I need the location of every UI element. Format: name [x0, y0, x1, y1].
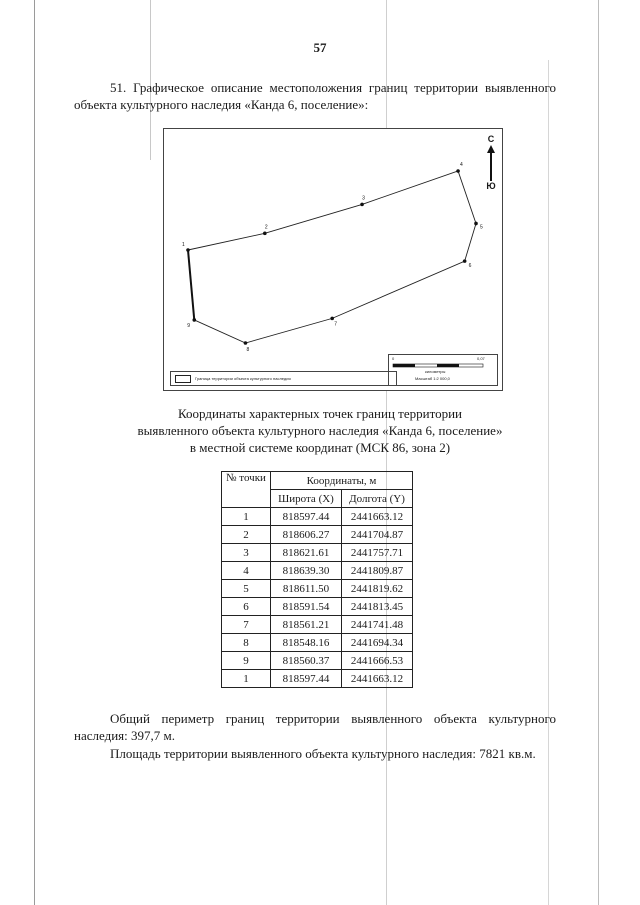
- boundary-point-label: 3: [362, 195, 365, 202]
- boundary-point-marker: [360, 203, 364, 207]
- boundary-point-label: 6: [468, 263, 472, 270]
- longitude-cell: 2441813.45: [342, 598, 413, 616]
- latitude-cell: 818548.16: [271, 634, 342, 652]
- latitude-cell: 818591.54: [271, 598, 342, 616]
- longitude-cell: 2441663.12: [342, 508, 413, 526]
- point-number-cell: 7: [222, 616, 271, 634]
- boundary-point-marker: [456, 169, 460, 173]
- boundary-point-marker: [463, 259, 467, 263]
- boundary-point-marker: [192, 318, 196, 322]
- scale-end: 0,07: [477, 356, 485, 361]
- scale-start: 0: [392, 356, 395, 361]
- caption-line-3: в местной системе координат (МСК 86, зона 2): [189, 440, 451, 455]
- boundary-point-label: 4: [460, 162, 463, 168]
- latitude-cell: 818611.50: [271, 580, 342, 598]
- longitude-cell: 2441819.62: [342, 580, 413, 598]
- latitude-cell: 818560.37: [271, 652, 342, 670]
- map-scale: [388, 354, 498, 386]
- latitude-cell: 818561.21: [271, 616, 342, 634]
- boundary-point-marker: [263, 232, 267, 236]
- legend-swatch: [175, 375, 191, 383]
- section-heading: [74, 79, 556, 113]
- latitude-cell: 818597.44: [271, 508, 342, 526]
- point-number-cell: 9: [222, 652, 271, 670]
- latitude-cell: 818606.27: [271, 526, 342, 544]
- table-row: [222, 616, 413, 634]
- coordinates-table: [221, 471, 413, 688]
- boundary-point-label: 5: [480, 224, 483, 231]
- caption-line-1: Координаты характерных точек границ территории: [178, 406, 462, 421]
- legend-text: Граница территории объекта культурного наследия: [195, 376, 291, 381]
- compass-south-label: Ю: [486, 181, 496, 191]
- table-row: [222, 508, 413, 526]
- scale-ratio: Масштаб 1:2 000,0: [415, 376, 450, 381]
- table-row: [222, 670, 413, 688]
- boundary-polygon-svg: [164, 129, 502, 390]
- boundary-point-marker: [474, 222, 478, 226]
- point-number-cell: 8: [222, 634, 271, 652]
- point-number-cell: 5: [222, 580, 271, 598]
- longitude-cell: 2441757.71: [342, 544, 413, 562]
- table-row: [222, 580, 413, 598]
- boundary-point-label: 2: [264, 224, 268, 231]
- point-number-cell: 4: [222, 562, 271, 580]
- boundary-point-marker: [330, 317, 334, 321]
- area-paragraph: Площадь территории выявленного объекта культурного наследия: 7821 кв.м.: [110, 746, 536, 761]
- caption-line-2: выявленного объекта культурного наследия «Канда 6, поселение»: [137, 423, 503, 438]
- table-row: [222, 544, 413, 562]
- latitude-cell: 818597.44: [271, 670, 342, 688]
- boundary-point-label: 1: [182, 241, 185, 248]
- compass-arrow-icon: [486, 145, 496, 183]
- point-number-cell: 1: [222, 670, 271, 688]
- longitude-cell: 2441741.48: [342, 616, 413, 634]
- perimeter-paragraph: Общий периметр границ территории выявленного объекта культурного наследия: 397,7 м.: [74, 711, 556, 743]
- longitude-cell: 2441809.87: [342, 562, 413, 580]
- boundary-map: [163, 128, 503, 391]
- scale-units: километры: [425, 369, 446, 374]
- point-number-cell: 6: [222, 598, 271, 616]
- boundary-point-label: 8: [246, 347, 250, 353]
- compass-north-label: С: [487, 134, 495, 144]
- header-point-number: № точки: [222, 472, 271, 508]
- longitude-cell: 2441704.87: [342, 526, 413, 544]
- boundary-segment: [188, 250, 194, 320]
- boundary-point-label: 9: [187, 322, 191, 329]
- longitude-cell: 2441666.53: [342, 652, 413, 670]
- section-number: 51.: [110, 80, 127, 95]
- point-number-cell: 2: [222, 526, 271, 544]
- latitude-cell: 818621.61: [271, 544, 342, 562]
- longitude-cell: 2441694.34: [342, 634, 413, 652]
- table-row: [222, 562, 413, 580]
- section-title: Графическое описание местоположения границ территории выявленного объекта культурного наследия «Канда 6, поселение»:: [74, 80, 556, 112]
- longitude-cell: 2441663.12: [342, 670, 413, 688]
- boundary-point-marker: [186, 248, 190, 252]
- latitude-cell: 818639.30: [271, 562, 342, 580]
- boundary-point-marker: [244, 341, 248, 345]
- point-number-cell: 1: [222, 508, 271, 526]
- header-coordinates: Координаты, м: [271, 472, 413, 490]
- boundary-point-label: 7: [334, 321, 337, 328]
- scan-fold-line: [548, 60, 549, 905]
- page-number: 57: [313, 40, 327, 55]
- table-row: [222, 526, 413, 544]
- header-latitude: Широта (X): [271, 490, 342, 508]
- table-row: [222, 652, 413, 670]
- header-longitude: Долгота (Y): [342, 490, 413, 508]
- map-legend: [170, 371, 397, 386]
- point-number-cell: 3: [222, 544, 271, 562]
- table-row: [222, 598, 413, 616]
- table-caption: [0, 405, 640, 456]
- table-row: [222, 634, 413, 652]
